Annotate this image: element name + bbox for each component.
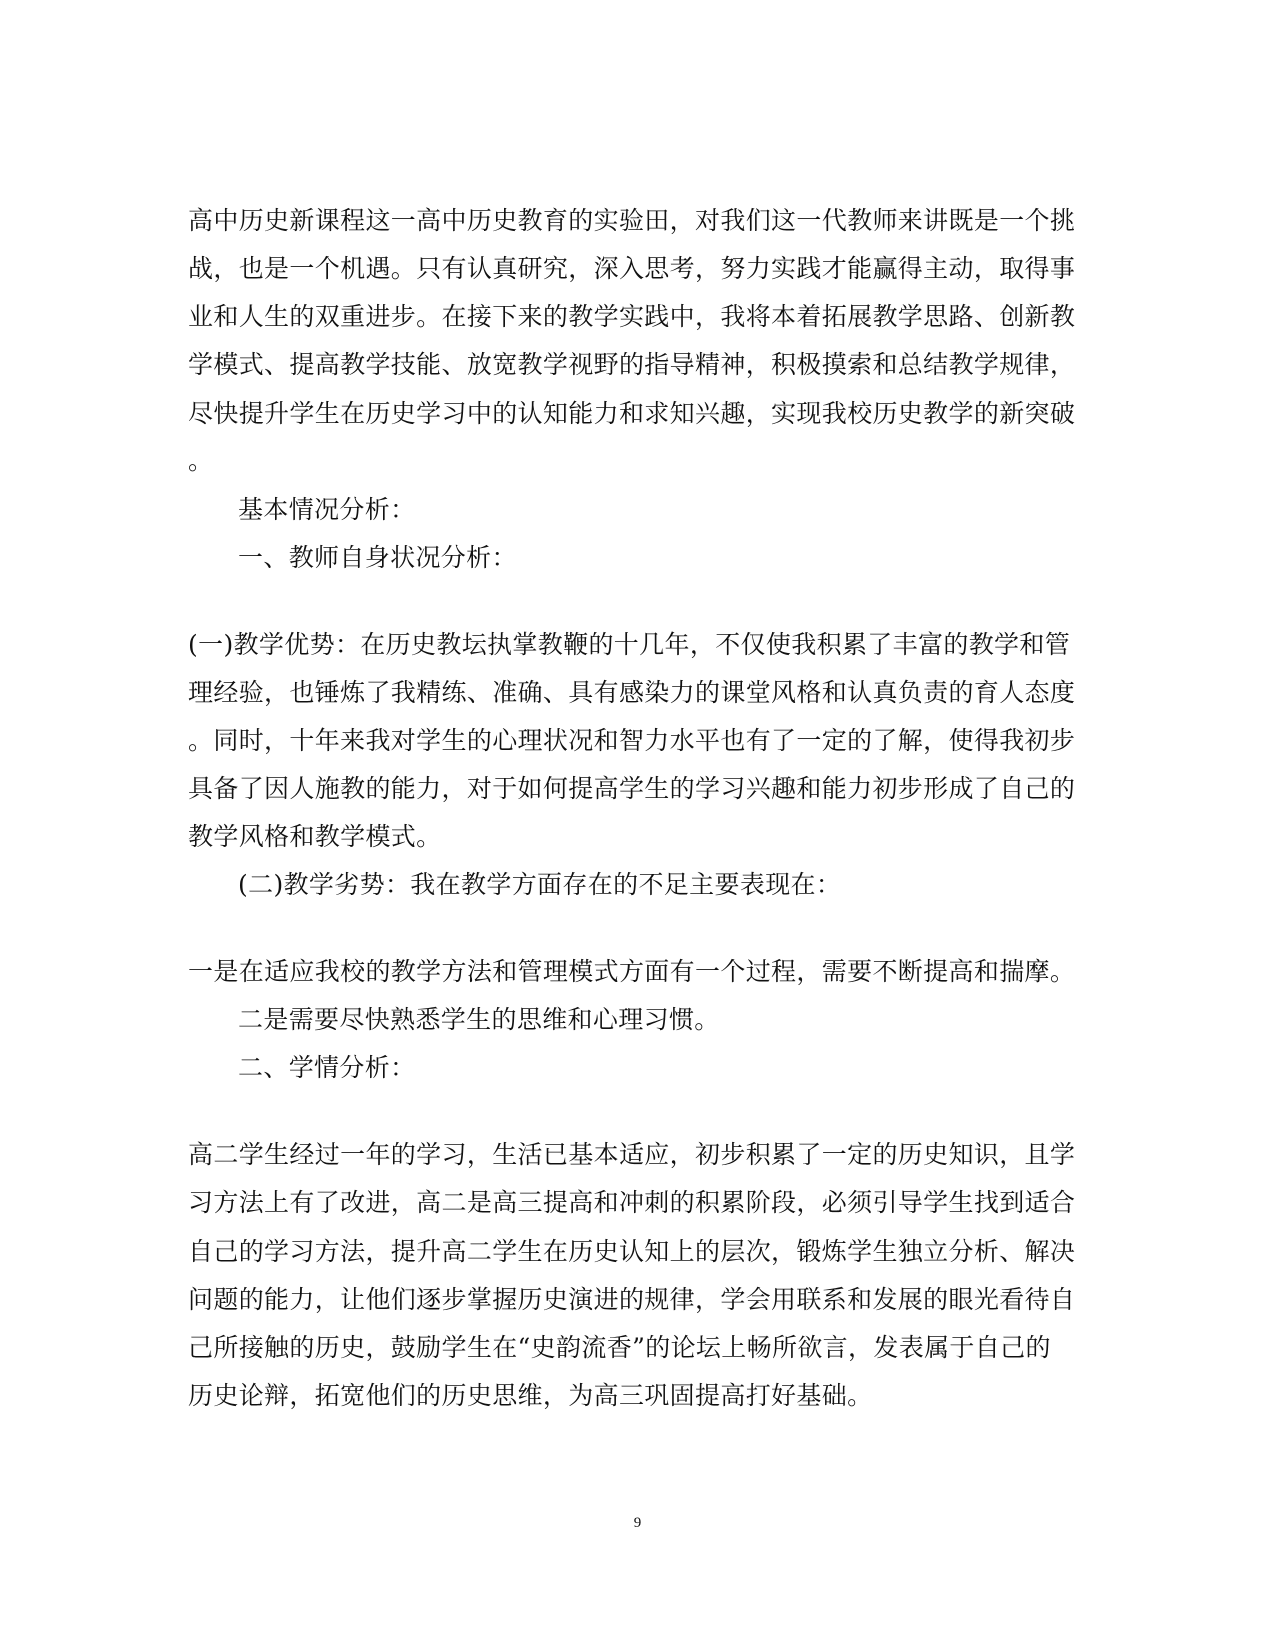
text-line: 自己的学习方法，提升高二学生在历史认知上的层次，锻炼学生独立分析、解决 <box>188 1237 1076 1266</box>
text-line: 学模式、提高教学技能、放宽教学视野的指导精神，积极摸索和总结教学规律， <box>188 350 1076 379</box>
text-line: 高二学生经过一年的学习，生活已基本适应，初步积累了一定的历史知识，且学 <box>188 1140 1076 1169</box>
text-line: 教学风格和教学模式。 <box>188 822 442 851</box>
text-line: 高中历史新课程这一高中历史教育的实验田，对我们这一代教师来讲既是一个挑 <box>188 206 1076 235</box>
text-line: 二是需要尽快熟悉学生的思维和心理习惯。 <box>238 1005 720 1034</box>
text-line: 习方法上有了改进，高二是高三提高和冲刺的积累阶段，必须引导学生找到适合 <box>188 1188 1076 1217</box>
text-line: (一)教学优势：在历史教坛执掌教鞭的十几年，不仅使我积累了丰富的教学和管 <box>188 630 1071 659</box>
text-line: 具备了因人施教的能力，对于如何提高学生的学习兴趣和能力初步形成了自己的 <box>188 774 1076 803</box>
text-line: 己所接触的历史，鼓励学生在“史韵流香”的论坛上畅所欲言，发表属于自己的 <box>188 1333 1051 1362</box>
section-heading: 一、教师自身状况分析： <box>238 543 517 572</box>
text-line: 问题的能力，让他们逐步掌握历史演进的规律，学会用联系和发展的眼光看待自 <box>188 1285 1076 1314</box>
section-heading: 二、学情分析： <box>238 1053 416 1082</box>
text-line: 历史论辩，拓宽他们的历史思维，为高三巩固提高打好基础。 <box>188 1381 873 1410</box>
text-line: 业和人生的双重进步。在接下来的教学实践中，我将本着拓展教学思路、创新教 <box>188 302 1076 331</box>
text-line: 一是在适应我校的教学方法和管理模式方面有一个过程，需要不断提高和揣摩。 <box>188 957 1076 986</box>
text-line: 战，也是一个机遇。只有认真研究，深入思考，努力实践才能赢得主动，取得事 <box>188 254 1076 283</box>
text-line: 。同时，十年来我对学生的心理状况和智力水平也有了一定的了解，使得我初步 <box>188 726 1076 755</box>
text-line: 尽快提升学生在历史学习中的认知能力和求知兴趣，实现我校历史教学的新突破 <box>188 399 1076 428</box>
section-heading: 基本情况分析： <box>238 495 416 524</box>
text-line: 理经验，也锤炼了我精练、准确、具有感染力的课堂风格和认真负责的育人态度 <box>188 678 1076 707</box>
page-number: 9 <box>633 1515 642 1531</box>
text-line: 。 <box>188 446 214 475</box>
subsection-heading: (二)教学劣势：我在教学方面存在的不足主要表现在： <box>238 870 842 899</box>
